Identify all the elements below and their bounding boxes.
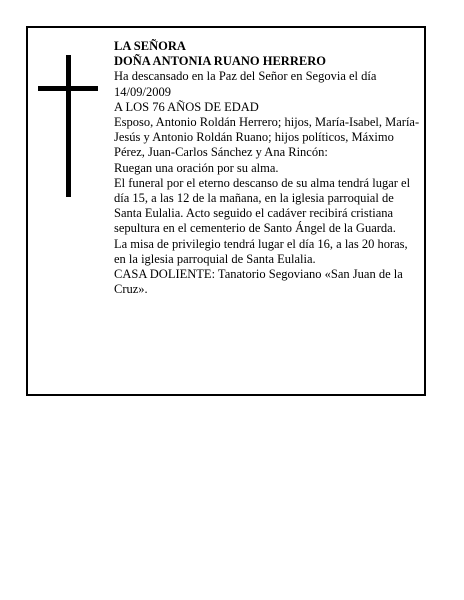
- mass-details: La misa de privilegio tendrá lugar el día 16, a las 20 horas, en la iglesia parroquial de Santa Eulalia.: [114, 236, 408, 266]
- age-at-death: A LOS 76 AÑOS DE EDAD: [114, 99, 259, 114]
- mourning-house: CASA DOLIENTE: Tanatorio Segoviano «San Juan de la Cruz».: [114, 267, 403, 297]
- cross-horizontal-bar: [38, 86, 98, 91]
- deceased-name: DOÑA ANTONIA RUANO HERRERO: [114, 54, 326, 69]
- family-members: Esposo, Antonio Roldán Herrero; hijos, María-Isabel, María-Jesús y Antonio Roldán Ruano; hijos políticos, Máximo Pérez, Juan-Carlos Sánchez y Ana Rincón:: [114, 115, 420, 160]
- obituary-text: [114, 39, 422, 297]
- honorific: LA SEÑORA: [114, 39, 186, 53]
- funeral-details: El funeral por el eterno descanso de su alma tendrá lugar el día 15, a las 12 de la mañana, en la iglesia parroquial de Santa Eulalia. Acto seguido el cadáver recibirá cristiana sepultura en el cementerio de Santo Ángel de la Guarda.: [114, 175, 411, 236]
- latin-cross-icon: [38, 55, 98, 197]
- obituary-notice: [26, 26, 426, 396]
- cross-vertical-bar: [66, 55, 71, 197]
- death-statement: Ha descansado en la Paz del Señor en Segovia el día 14/09/2009: [114, 69, 377, 99]
- prayer-request: Ruegan una oración por su alma.: [114, 160, 279, 175]
